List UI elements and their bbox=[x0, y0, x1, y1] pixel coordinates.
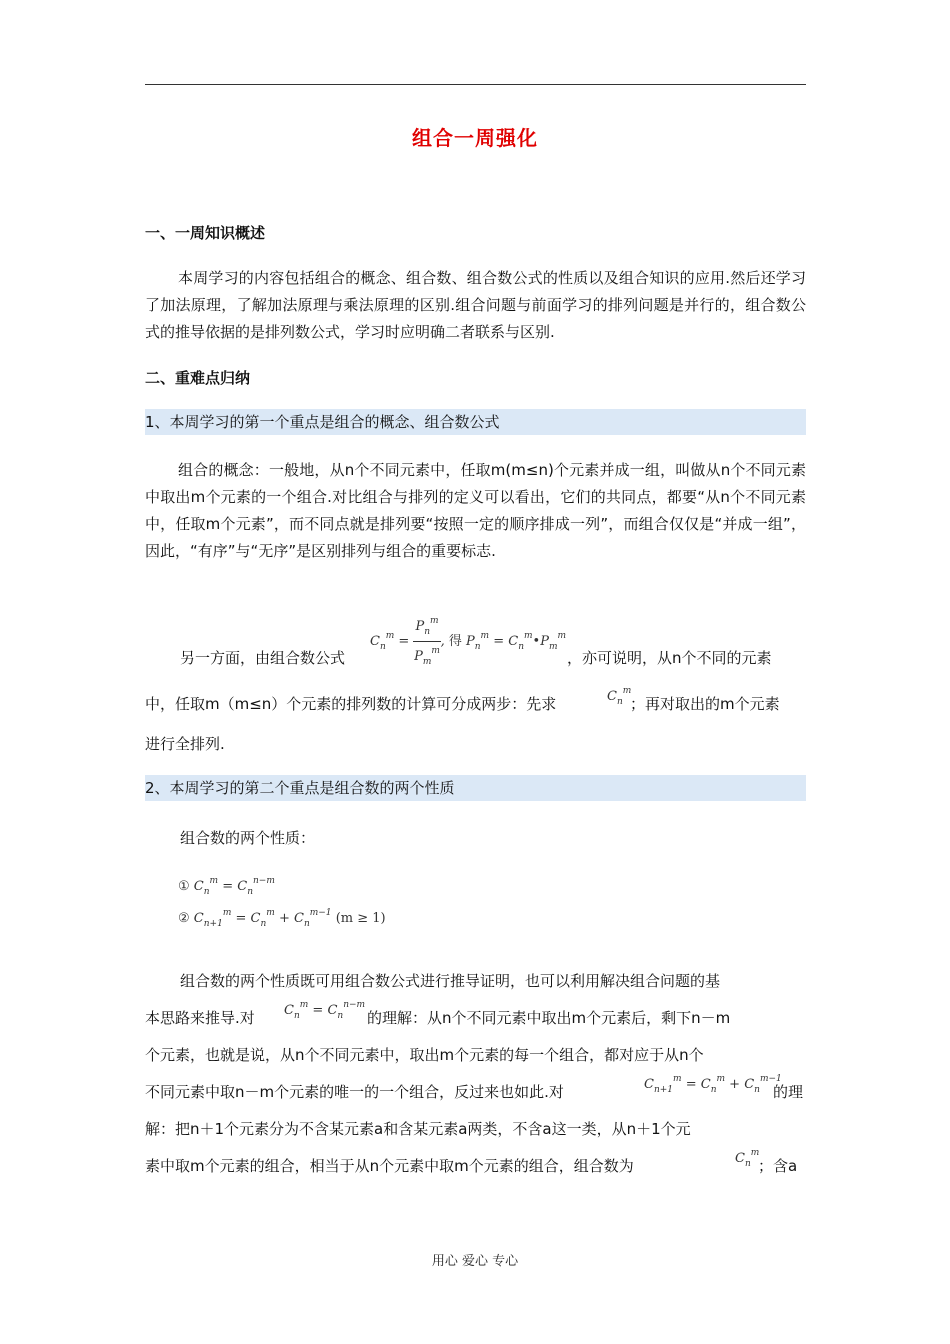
c-n-m-symbol-2: $C_n^m$ bbox=[735, 1148, 760, 1169]
derivation-line-3: 个元素，也就是说，从n个不同元素中，取出m个元素的每一个组合，都对应于从n个 bbox=[145, 1046, 704, 1064]
derivation-line-4-suffix: 的理 bbox=[773, 1083, 804, 1101]
derivation-line-1: 组合数的两个性质既可用组合数公式进行推导证明，也可以利用解决组合问题的基 bbox=[180, 972, 721, 990]
property-1-formula: ① $C_n^m = C_n^{n-m}$ bbox=[178, 876, 275, 897]
key-point-2-banner bbox=[145, 775, 806, 801]
formula-line-suffix: ，亦可说明，从n个不同的元素 bbox=[567, 649, 772, 667]
section-heading-key-points: 二、重难点归纳 bbox=[145, 369, 251, 387]
key-point-2-title: 2、本周学习的第二个重点是组合数的两个性质 bbox=[145, 779, 455, 797]
combination-concept-paragraph: 组合的概念：一般地，从n个不同元素中，任取m(m≤n)个元素并成一组，叫做从n个不同元素中取出m个元素的一个组合.对比组合与排列的定义可以看出，它们的共同点，都要“从n个不同元素中，任取m个元素”，而不同点就是排列要“按照一定的顺序排成一列”，而组合仅仅是“并成一组”，因此，“有序”与“无序”是区别排列与组合的重要标志. bbox=[145, 461, 806, 560]
derivation-line-4-prefix: 不同元素中取n－m个元素的唯一的一个组合，反过来也如此.对 bbox=[145, 1083, 564, 1101]
key-point-1-title: 1、本周学习的第一个重点是组合的概念、组合数公式 bbox=[145, 413, 500, 431]
property-2-formula: ② $C_{n+1}^m = C_n^m + C_n^{m-1}$ (m ≥ 1) bbox=[178, 908, 386, 929]
overview-paragraph: 本周学习的内容包括组合的概念、组合数、组合数公式的性质以及组合知识的应用.然后还学习了加法原理，了解加法原理与乘法原理的区别.组合问题与前面学习的排列问题是并行的，组合数公式的推导依据的是排列数公式，学习时应明确二者联系与区别. bbox=[145, 269, 806, 341]
pascal-formula-inline: $C_{n+1}^m = C_n^m + C_n^{m-1}$ bbox=[644, 1074, 782, 1095]
derivation-line-2-prefix: 本思路来推导.对 bbox=[145, 1009, 255, 1027]
property-1-marker: ① bbox=[178, 879, 190, 894]
property-2-marker: ② bbox=[178, 911, 190, 926]
derivation-line-5: 解：把n＋1个元素分为不含某元素a和含某元素a两类，不含a这一类，从n＋1个元 bbox=[145, 1120, 691, 1138]
derivation-line-6-suffix: ；含a bbox=[758, 1157, 798, 1175]
combination-formula: $C_n^m$ = $\frac{P_n^m}{P_m^m}$ , 得 $P_n^m$ = $C_n^m•P_m^m$ bbox=[370, 612, 566, 671]
c-n-m-symbol: $C_n^m$ bbox=[607, 686, 632, 707]
two-step-line-end: 进行全排列. bbox=[145, 735, 225, 753]
section-heading-overview: 一、一周知识概述 bbox=[145, 224, 266, 242]
two-step-line-suffix: ；再对取出的m个元素 bbox=[630, 695, 780, 713]
key-point-1-banner bbox=[145, 409, 806, 435]
formula-line-prefix: 另一方面，由组合数公式 bbox=[180, 649, 346, 667]
page-title: 组合一周强化 bbox=[412, 126, 538, 150]
header-rule bbox=[145, 84, 806, 85]
derivation-line-6-prefix: 素中取m个元素的组合，相当于从n个元素中取m个元素的组合，组合数为 bbox=[145, 1157, 634, 1175]
two-step-line-prefix: 中，任取m（m≤n）个元素的排列数的计算可分成两步：先求 bbox=[145, 695, 557, 713]
page-footer: 用心 爱心 专心 bbox=[431, 1254, 519, 1269]
formula-get-word: 得 bbox=[448, 634, 462, 649]
derivation-line-2-suffix: 的理解：从n个不同元素中取出m个元素后，剩下n－m bbox=[367, 1009, 731, 1027]
property-2-condition: (m ≥ 1) bbox=[335, 911, 386, 926]
symmetry-formula-inline: $C_n^m = C_n^{n-m}$ bbox=[284, 1000, 366, 1021]
properties-intro: 组合数的两个性质： bbox=[180, 829, 316, 847]
